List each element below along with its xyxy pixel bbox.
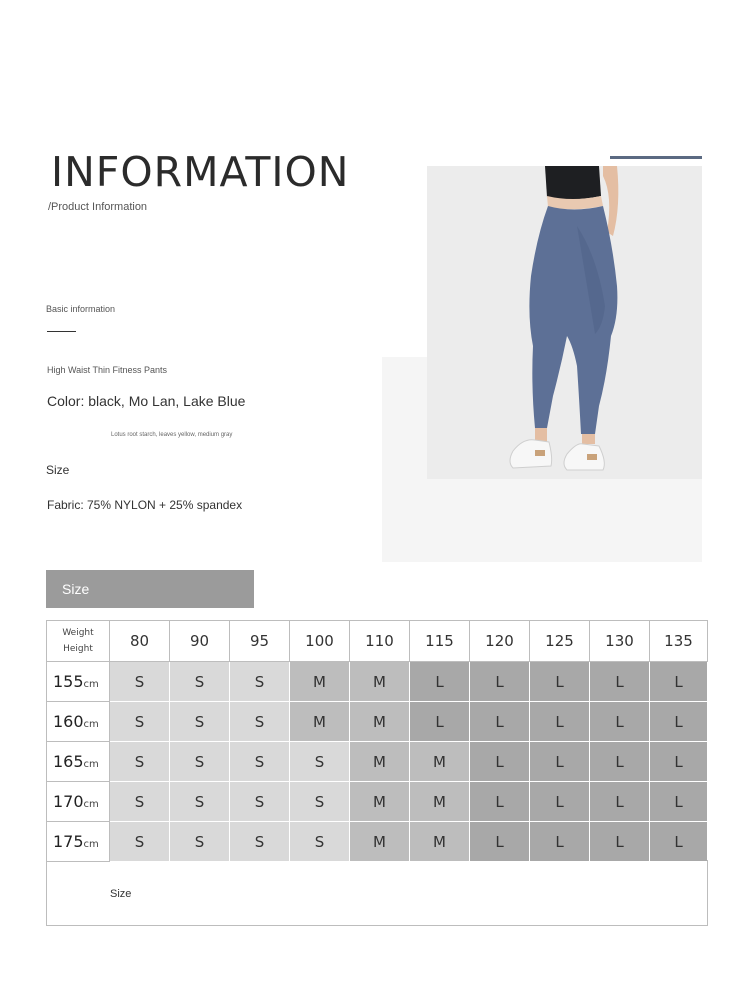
size-cell: L [530, 702, 590, 742]
page-title: INFORMATION [51, 148, 350, 196]
height-value: 175 [53, 832, 84, 851]
height-unit: cm [83, 839, 99, 850]
product-name: High Waist Thin Fitness Pants [47, 365, 168, 375]
size-cell: M [350, 742, 410, 782]
height-unit: cm [83, 799, 99, 810]
weight-header: 125 [530, 621, 590, 662]
weight-header-row [47, 621, 708, 662]
height-header [47, 662, 110, 702]
size-cell: M [350, 662, 410, 702]
size-cell: L [590, 662, 650, 702]
size-cell: L [470, 782, 530, 822]
size-cell: L [470, 742, 530, 782]
weight-header: 135 [650, 621, 708, 662]
size-cell: L [530, 782, 590, 822]
size-cell: L [530, 662, 590, 702]
size-cell: S [170, 742, 230, 782]
basic-info-label: Basic information [46, 304, 116, 314]
product-photo [427, 166, 702, 479]
height-header [47, 822, 110, 862]
size-cell: S [110, 782, 170, 822]
weight-header: 110 [350, 621, 410, 662]
height-axis-label: Height [63, 644, 93, 654]
size-cell: M [410, 782, 470, 822]
color-options-secondary: Lotus root starch, leaves yellow, medium gray [111, 432, 233, 438]
size-cell: S [230, 702, 290, 742]
height-value: 160 [53, 712, 84, 731]
size-cell: M [350, 702, 410, 742]
size-cell: S [170, 822, 230, 862]
size-cell: M [410, 822, 470, 862]
table-row [47, 662, 708, 702]
height-unit: cm [83, 759, 99, 770]
size-cell: L [650, 822, 708, 862]
size-cell: L [410, 702, 470, 742]
table-row [47, 782, 708, 822]
table-row [47, 742, 708, 782]
height-value: 165 [53, 752, 84, 771]
size-cell: L [530, 742, 590, 782]
color-options: Color: black, Mo Lan, Lake Blue [47, 393, 246, 409]
weight-header: 80 [110, 621, 170, 662]
size-cell: S [170, 662, 230, 702]
weight-axis-label: Weight [62, 628, 94, 638]
height-unit: cm [83, 679, 99, 690]
size-cell: L [590, 742, 650, 782]
size-cell: S [230, 662, 290, 702]
height-value: 170 [53, 792, 84, 811]
size-cell: L [590, 822, 650, 862]
size-cell: S [170, 702, 230, 742]
size-cell: M [350, 822, 410, 862]
size-cell: S [230, 822, 290, 862]
size-cell: L [410, 662, 470, 702]
size-label: Size [46, 463, 70, 477]
size-cell: M [290, 662, 350, 702]
weight-header: 115 [410, 621, 470, 662]
size-cell: L [590, 702, 650, 742]
height-header [47, 742, 110, 782]
size-cell: M [290, 702, 350, 742]
accent-bar [610, 156, 702, 159]
size-cell: S [230, 742, 290, 782]
height-value: 155 [53, 672, 84, 691]
size-note-label: Size [110, 888, 132, 900]
height-header [47, 782, 110, 822]
size-cell: S [110, 822, 170, 862]
size-cell: S [230, 782, 290, 822]
size-cell: S [290, 742, 350, 782]
size-chart-banner: Size [46, 570, 254, 608]
size-cell: S [110, 742, 170, 782]
table-corner-cell [47, 621, 110, 662]
weight-header: 90 [170, 621, 230, 662]
basic-info-divider [47, 331, 76, 332]
leggings-illustration [427, 166, 702, 479]
size-note-box [46, 860, 708, 926]
size-cell: S [290, 822, 350, 862]
table-row [47, 702, 708, 742]
size-cell: L [470, 702, 530, 742]
fabric-info: Fabric: 75% NYLON + 25% spandex [47, 498, 243, 512]
size-chart-table [46, 620, 708, 862]
size-cell: M [350, 782, 410, 822]
height-header [47, 702, 110, 742]
table-row [47, 822, 708, 862]
weight-header: 100 [290, 621, 350, 662]
size-cell: S [170, 782, 230, 822]
size-cell: L [650, 702, 708, 742]
size-cell: S [110, 702, 170, 742]
weight-header: 95 [230, 621, 290, 662]
page-subtitle: /Product Information [48, 201, 148, 213]
size-cell: L [650, 742, 708, 782]
size-cell: L [470, 822, 530, 862]
size-cell: L [470, 662, 530, 702]
size-cell: L [650, 782, 708, 822]
height-unit: cm [83, 719, 99, 730]
weight-header: 120 [470, 621, 530, 662]
weight-header: 130 [590, 621, 650, 662]
size-cell: S [110, 662, 170, 702]
size-cell: L [530, 822, 590, 862]
size-cell: S [290, 782, 350, 822]
size-cell: M [410, 742, 470, 782]
size-cell: L [650, 662, 708, 702]
size-cell: L [590, 782, 650, 822]
